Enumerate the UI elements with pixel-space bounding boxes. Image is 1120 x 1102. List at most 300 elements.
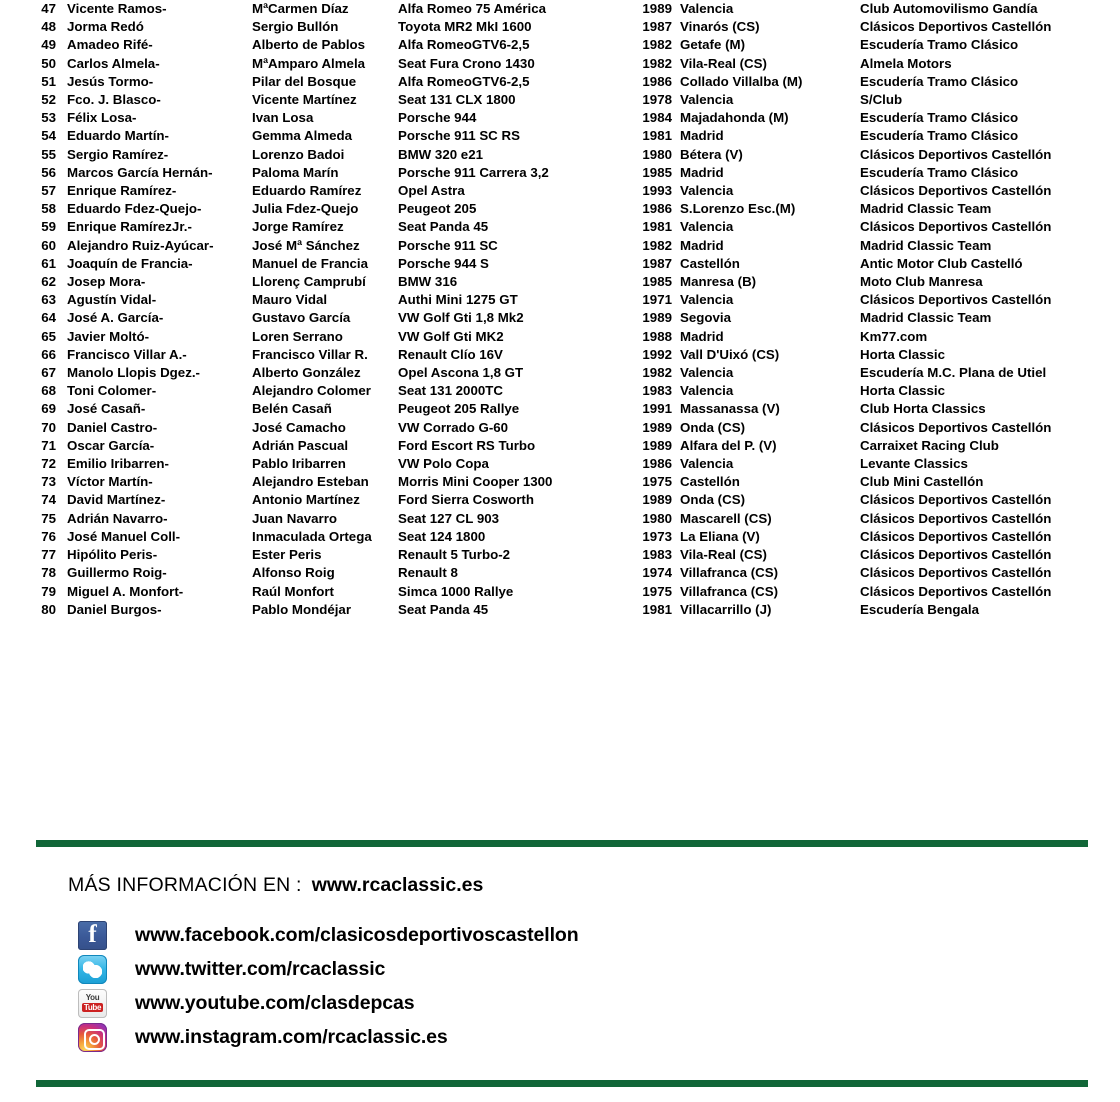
social-link-row[interactable] — [78, 952, 978, 986]
cell-spacer — [56, 419, 67, 437]
table-row — [0, 73, 1120, 91]
cell-spacer — [56, 291, 67, 309]
car-year: 1973 — [642, 528, 672, 544]
driver-name: Víctor Martín- — [67, 474, 153, 490]
car-year: 1978 — [642, 92, 672, 108]
driver-name: Josep Mora- — [67, 274, 146, 290]
car-model: Seat 124 1800 — [398, 528, 486, 544]
cell-spacer — [672, 0, 680, 18]
city-name: Madrid — [680, 328, 724, 344]
entry-number: 49 — [41, 37, 56, 53]
codriver-name: Pablo Mondéjar — [252, 601, 351, 617]
entry-number: 63 — [41, 292, 56, 308]
driver-name: Hipólito Peris- — [67, 547, 158, 563]
cell-spacer — [672, 273, 680, 291]
social-link-row[interactable] — [78, 986, 978, 1020]
more-info-row — [68, 874, 483, 897]
driver-name: Daniel Burgos- — [67, 601, 162, 617]
youtube-icon-tube-text: Tube — [83, 1003, 102, 1012]
car-year: 1983 — [642, 547, 672, 563]
driver-name: David Martínez- — [67, 492, 166, 508]
car-model: VW Golf Gti 1,8 Mk2 — [398, 310, 524, 326]
codriver-name: Pablo Iribarren — [252, 456, 346, 472]
table-row — [0, 400, 1120, 418]
codriver-name: MªAmparo Almela — [252, 55, 366, 71]
car-model: Porsche 944 — [398, 110, 477, 126]
cell-spacer — [56, 528, 67, 546]
entry-number: 54 — [41, 128, 56, 144]
cell-spacer — [672, 255, 680, 273]
table-row — [0, 291, 1120, 309]
club-name: Escudería Bengala — [860, 601, 979, 617]
driver-name: Guillermo Roig- — [67, 565, 167, 581]
club-name: Club Automovilismo Gandía — [860, 1, 1038, 16]
cell-spacer — [56, 491, 67, 509]
social-link-row[interactable] — [78, 918, 978, 952]
table-row — [0, 419, 1120, 437]
codriver-name: Ester Peris — [252, 547, 322, 563]
entry-number: 64 — [41, 310, 56, 326]
city-name: Valencia — [680, 219, 734, 235]
cell-spacer — [672, 237, 680, 255]
cell-spacer — [672, 18, 680, 36]
codriver-name: Juan Navarro — [252, 510, 337, 526]
cell-spacer — [672, 564, 680, 582]
city-name: S.Lorenzo Esc.(M) — [680, 201, 796, 217]
car-year: 1982 — [642, 365, 672, 381]
cell-spacer — [56, 55, 67, 73]
codriver-name: Julia Fdez-Quejo — [252, 201, 359, 217]
entry-number: 68 — [41, 383, 56, 399]
entry-number: 74 — [41, 492, 56, 508]
car-model: BMW 320 e21 — [398, 146, 483, 162]
entry-number: 52 — [41, 92, 56, 108]
table-row — [0, 200, 1120, 218]
driver-name: Sergio Ramírez- — [67, 146, 169, 162]
driver-name: Jesús Tormo- — [67, 73, 154, 89]
driver-name: José Manuel Coll- — [67, 528, 181, 544]
cell-spacer — [56, 91, 67, 109]
car-model: Opel Ascona 1,8 GT — [398, 365, 524, 381]
driver-name: Manolo Llopis Dgez.- — [67, 365, 200, 381]
car-model: Ford Sierra Cosworth — [398, 492, 534, 508]
codriver-name: Sergio Bullón — [252, 19, 339, 35]
cell-spacer — [56, 583, 67, 601]
car-year: 1989 — [642, 437, 672, 453]
entry-number: 77 — [41, 547, 56, 563]
cell-spacer — [56, 0, 67, 18]
entry-number: 65 — [41, 328, 56, 344]
entry-number: 79 — [41, 583, 56, 599]
city-name: Manresa (B) — [680, 274, 757, 290]
cell-spacer — [672, 346, 680, 364]
codriver-name: Jorge Ramírez — [252, 219, 344, 235]
car-model: Toyota MR2 MkI 1600 — [398, 19, 532, 35]
car-year: 1983 — [642, 383, 672, 399]
car-year: 1982 — [642, 37, 672, 53]
codriver-name: Vicente Martínez — [252, 92, 357, 108]
driver-name: Fco. J. Blasco- — [67, 92, 161, 108]
cell-spacer — [672, 55, 680, 73]
car-year: 1975 — [642, 583, 672, 599]
car-year: 1986 — [642, 456, 672, 472]
table-row — [0, 55, 1120, 73]
driver-name: Félix Losa- — [67, 110, 137, 126]
cell-spacer — [56, 346, 67, 364]
car-year: 1985 — [642, 274, 672, 290]
cell-spacer — [56, 127, 67, 145]
car-year: 1989 — [642, 492, 672, 508]
codriver-name: José Camacho — [252, 419, 346, 435]
codriver-name: Inmaculada Ortega — [252, 528, 372, 544]
facebook-icon[interactable] — [78, 921, 107, 950]
car-model: VW Corrado G-60 — [398, 419, 509, 435]
cell-spacer — [672, 455, 680, 473]
table-row — [0, 328, 1120, 346]
cell-spacer — [56, 255, 67, 273]
entry-number: 58 — [41, 201, 56, 217]
cell-spacer — [672, 218, 680, 236]
table-row — [0, 437, 1120, 455]
city-name: Valencia — [680, 1, 734, 16]
cell-spacer — [56, 546, 67, 564]
car-model: Opel Astra — [398, 183, 465, 199]
codriver-name: Raúl Monfort — [252, 583, 334, 599]
entry-number: 66 — [41, 346, 56, 362]
car-year: 1981 — [642, 601, 672, 617]
cell-spacer — [56, 73, 67, 91]
cell-spacer — [672, 109, 680, 127]
car-model: Seat 131 CLX 1800 — [398, 92, 516, 108]
car-year: 1974 — [642, 565, 672, 581]
club-name: Club Mini Castellón — [860, 474, 984, 490]
car-model: VW Polo Copa — [398, 456, 489, 472]
table-row — [0, 91, 1120, 109]
codriver-name: Pilar del Bosque — [252, 73, 357, 89]
city-name: Valencia — [680, 183, 734, 199]
driver-name: Enrique Ramírez- — [67, 183, 177, 199]
car-model: Seat 127 CL 903 — [398, 510, 500, 526]
car-year: 1993 — [642, 183, 672, 199]
codriver-name: Antonio Martínez — [252, 492, 360, 508]
car-model: Seat Panda 45 — [398, 601, 489, 617]
table-row — [0, 564, 1120, 582]
car-year: 1980 — [642, 510, 672, 526]
cell-spacer — [672, 328, 680, 346]
cell-spacer — [672, 583, 680, 601]
cell-spacer — [672, 73, 680, 91]
cell-spacer — [672, 400, 680, 418]
city-name: Madrid — [680, 128, 724, 144]
club-name: Moto Club Manresa — [860, 274, 983, 290]
city-name: Castellón — [680, 474, 740, 490]
codriver-name: Eduardo Ramírez — [252, 183, 362, 199]
cell-spacer — [56, 328, 67, 346]
club-name: Clásicos Deportivos Castellón — [860, 292, 1052, 308]
table-row — [0, 237, 1120, 255]
cell-spacer — [672, 437, 680, 455]
city-name: Getafe (M) — [680, 37, 746, 53]
city-name: Onda (CS) — [680, 492, 746, 508]
codriver-name: Gemma Almeda — [252, 128, 353, 144]
table-row — [0, 382, 1120, 400]
driver-name: Amadeo Rifé- — [67, 37, 153, 53]
car-model: Porsche 911 SC RS — [398, 128, 520, 144]
entry-number: 53 — [41, 110, 56, 126]
cell-spacer — [672, 309, 680, 327]
table-row — [0, 491, 1120, 509]
car-year: 1986 — [642, 201, 672, 217]
car-year: 1984 — [642, 110, 672, 126]
club-name: Km77.com — [860, 328, 928, 344]
club-name: Horta Classic — [860, 346, 945, 362]
cell-spacer — [56, 309, 67, 327]
cell-spacer — [56, 218, 67, 236]
codriver-name: Lorenzo Badoi — [252, 146, 345, 162]
entry-number: 51 — [41, 73, 56, 89]
cell-spacer — [672, 546, 680, 564]
entry-number: 75 — [41, 510, 56, 526]
club-name: Madrid Classic Team — [860, 310, 992, 326]
entry-number: 70 — [41, 419, 56, 435]
cell-spacer — [56, 564, 67, 582]
table-row — [0, 36, 1120, 54]
car-model: Seat 131 2000TC — [398, 383, 503, 399]
city-name: Segovia — [680, 310, 731, 326]
footer-top-divider — [36, 840, 1088, 847]
city-name: Mascarell (CS) — [680, 510, 772, 526]
codriver-name: Alberto de Pablos — [252, 37, 366, 53]
social-link-url[interactable]: www.twitter.com/rcaclassic — [135, 957, 386, 980]
club-name: Clásicos Deportivos Castellón — [860, 528, 1052, 544]
club-name: Clásicos Deportivos Castellón — [860, 219, 1052, 235]
cell-spacer — [672, 364, 680, 382]
instagram-icon[interactable] — [78, 1023, 107, 1052]
table-row — [0, 18, 1120, 36]
car-year: 1987 — [642, 255, 672, 271]
city-name: Villafranca (CS) — [680, 565, 779, 581]
table-row — [0, 583, 1120, 601]
car-model: Morris Mini Cooper 1300 — [398, 474, 553, 490]
club-name: Clásicos Deportivos Castellón — [860, 565, 1052, 581]
codriver-name: Alejandro Colomer — [252, 383, 371, 399]
table-row — [0, 601, 1120, 619]
codriver-name: Paloma Marín — [252, 164, 339, 180]
social-link-row[interactable] — [78, 1020, 978, 1054]
youtube-icon-you-text: You — [85, 993, 100, 1002]
cell-spacer — [56, 237, 67, 255]
car-model: BMW 316 — [398, 274, 458, 290]
cell-spacer — [56, 200, 67, 218]
club-name: Almela Motors — [860, 55, 952, 71]
club-name: Escudería Tramo Clásico — [860, 73, 1019, 89]
social-link-url[interactable]: www.youtube.com/clasdepcas — [135, 991, 415, 1014]
entry-number: 73 — [41, 474, 56, 490]
entry-number: 60 — [41, 237, 56, 253]
city-name: Villacarrillo (J) — [680, 601, 772, 617]
car-model: Peugeot 205 Rallye — [398, 401, 520, 417]
codriver-name: Llorenç Camprubí — [252, 274, 366, 290]
city-name: Massanassa (V) — [680, 401, 780, 417]
club-name: Club Horta Classics — [860, 401, 986, 417]
car-year: 1982 — [642, 55, 672, 71]
cell-spacer — [56, 400, 67, 418]
entry-number: 76 — [41, 528, 56, 544]
table-row — [0, 273, 1120, 291]
city-name: Collado Villalba (M) — [680, 73, 803, 89]
cell-spacer — [56, 36, 67, 54]
table-row — [0, 109, 1120, 127]
table-row — [0, 182, 1120, 200]
cell-spacer — [56, 109, 67, 127]
cell-spacer — [672, 91, 680, 109]
car-model: Porsche 944 S — [398, 255, 489, 271]
cell-spacer — [672, 164, 680, 182]
car-model: Simca 1000 Rallye — [398, 583, 514, 599]
table-row — [0, 127, 1120, 145]
cell-spacer — [56, 364, 67, 382]
driver-name: Alejandro Ruiz-Ayúcar- — [67, 237, 214, 253]
social-link-url[interactable]: www.instagram.com/rcaclassic.es — [135, 1025, 448, 1048]
codriver-name: Gustavo García — [252, 310, 351, 326]
cell-spacer — [56, 18, 67, 36]
car-model: Authi Mini 1275 GT — [398, 292, 518, 308]
city-name: Villafranca (CS) — [680, 583, 779, 599]
website-link[interactable]: www.rcaclassic.es — [311, 874, 484, 896]
table-row — [0, 0, 1120, 18]
social-links-list — [78, 918, 978, 1054]
table-row — [0, 309, 1120, 327]
entry-number: 48 — [41, 19, 56, 35]
codriver-name: Alberto González — [252, 365, 361, 381]
club-name: Clásicos Deportivos Castellón — [860, 146, 1052, 162]
more-info-label: MÁS INFORMACIÓN EN : — [68, 874, 302, 896]
entry-number: 61 — [41, 255, 56, 271]
entry-number: 50 — [41, 55, 56, 71]
social-link-url[interactable]: www.facebook.com/clasicosdeportivoscastellon — [135, 923, 579, 946]
city-name: Vila-Real (CS) — [680, 55, 767, 71]
cell-spacer — [672, 146, 680, 164]
car-year: 1980 — [642, 146, 672, 162]
driver-name: Marcos García Hernán- — [67, 164, 213, 180]
footer-bottom-divider — [36, 1080, 1088, 1087]
city-name: Bétera (V) — [680, 146, 743, 162]
codriver-name: José Mª Sánchez — [252, 237, 360, 253]
cell-spacer — [672, 601, 680, 619]
club-name: Escudería Tramo Clásico — [860, 110, 1019, 126]
car-model: Seat Panda 45 — [398, 219, 489, 235]
driver-name: Emilio Iribarren- — [67, 456, 169, 472]
entry-number: 69 — [41, 401, 56, 417]
car-year: 1988 — [642, 328, 672, 344]
driver-name: Adrián Navarro- — [67, 510, 168, 526]
city-name: Alfara del P. (V) — [680, 437, 777, 453]
twitter-icon[interactable] — [78, 955, 107, 984]
city-name: Vinarós (CS) — [680, 19, 760, 35]
table-row — [0, 164, 1120, 182]
cell-spacer — [672, 36, 680, 54]
cell-spacer — [56, 437, 67, 455]
club-name: Carraixet Racing Club — [860, 437, 999, 453]
car-model: Porsche 911 SC — [398, 237, 498, 253]
club-name: Clásicos Deportivos Castellón — [860, 419, 1052, 435]
driver-name: Javier Moltó- — [67, 328, 150, 344]
driver-name: Carlos Almela- — [67, 55, 160, 71]
cell-spacer — [56, 455, 67, 473]
club-name: Clásicos Deportivos Castellón — [860, 583, 1052, 599]
car-model: Porsche 911 Carrera 3,2 — [398, 164, 549, 180]
codriver-name: Alfonso Roig — [252, 565, 335, 581]
city-name: Valencia — [680, 292, 734, 308]
club-name: Horta Classic — [860, 383, 945, 399]
driver-name: Daniel Castro- — [67, 419, 158, 435]
club-name: Madrid Classic Team — [860, 237, 992, 253]
car-year: 1982 — [642, 237, 672, 253]
cell-spacer — [56, 164, 67, 182]
car-year: 1991 — [642, 401, 672, 417]
driver-name: José A. García- — [67, 310, 164, 326]
club-name: Escudería Tramo Clásico — [860, 128, 1019, 144]
car-model: Peugeot 205 — [398, 201, 477, 217]
car-model: Renault 8 — [398, 565, 458, 581]
car-model: Alfa Romeo 75 América — [398, 1, 547, 16]
car-model: VW Golf Gti MK2 — [398, 328, 504, 344]
city-name: Madrid — [680, 237, 724, 253]
driver-name: Miguel A. Monfort- — [67, 583, 184, 599]
entry-number: 59 — [41, 219, 56, 235]
table-row — [0, 218, 1120, 236]
car-model: Alfa RomeoGTV6-2,5 — [398, 73, 530, 89]
youtube-icon[interactable] — [78, 989, 107, 1018]
cell-spacer — [672, 473, 680, 491]
codriver-name: MªCarmen Díaz — [252, 1, 349, 16]
cell-spacer — [672, 510, 680, 528]
club-name: Levante Classics — [860, 456, 968, 472]
city-name: Vila-Real (CS) — [680, 547, 767, 563]
driver-name: Eduardo Martín- — [67, 128, 169, 144]
entry-number: 80 — [41, 601, 56, 617]
cell-spacer — [672, 200, 680, 218]
cell-spacer — [56, 510, 67, 528]
driver-name: Enrique RamírezJr.- — [67, 219, 192, 235]
entry-number: 71 — [41, 437, 56, 453]
city-name: La Eliana (V) — [680, 528, 760, 544]
car-year: 1992 — [642, 346, 672, 362]
codriver-name: Loren Serrano — [252, 328, 343, 344]
club-name: Antic Motor Club Castelló — [860, 255, 1023, 271]
city-name: Valencia — [680, 365, 734, 381]
car-year: 1975 — [642, 474, 672, 490]
cell-spacer — [672, 491, 680, 509]
club-name: Clásicos Deportivos Castellón — [860, 510, 1052, 526]
car-year: 1985 — [642, 164, 672, 180]
driver-name: Vicente Ramos- — [67, 1, 167, 16]
table-row — [0, 364, 1120, 382]
city-name: Valencia — [680, 456, 734, 472]
cell-spacer — [672, 528, 680, 546]
driver-name: Toni Colomer- — [67, 383, 157, 399]
entry-number: 67 — [41, 365, 56, 381]
car-year: 1971 — [642, 292, 672, 308]
cell-spacer — [672, 182, 680, 200]
cell-spacer — [672, 419, 680, 437]
entry-number: 55 — [41, 146, 56, 162]
entry-number: 72 — [41, 456, 56, 472]
codriver-name: Adrián Pascual — [252, 437, 349, 453]
car-year: 1989 — [642, 310, 672, 326]
car-year: 1987 — [642, 19, 672, 35]
car-year: 1989 — [642, 419, 672, 435]
